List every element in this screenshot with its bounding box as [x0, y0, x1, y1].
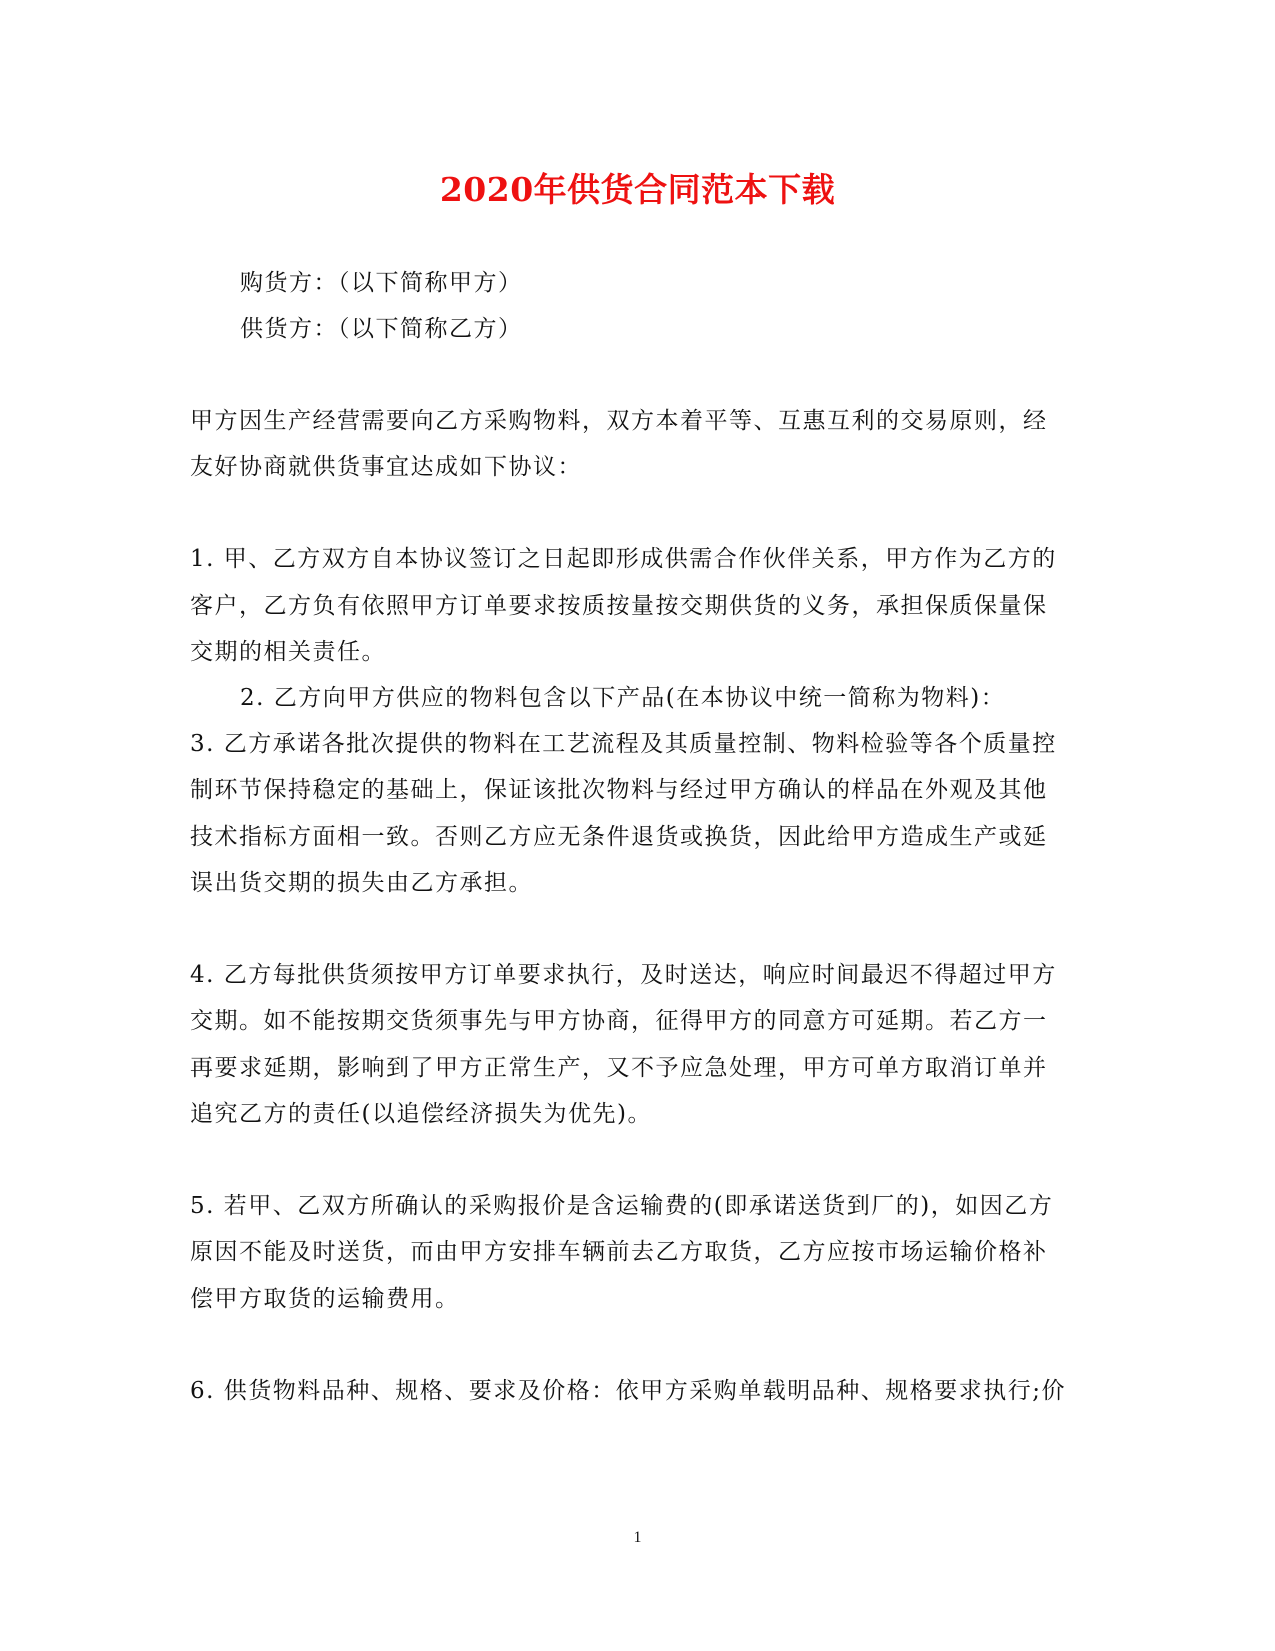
- clause-4-line: 交期。如不能按期交货须事先与甲方协商，征得甲方的同意方可延期。若乙方一: [190, 1008, 1048, 1034]
- clause-2-line: 2. 乙方向甲方供应的物料包含以下产品(在本协议中统一简称为物料)：: [240, 685, 1006, 711]
- supplier-line: 供货方：（以下简称乙方）: [240, 316, 523, 342]
- clause-4-line: 追究乙方的责任(以追偿经济损失为优先)。: [190, 1101, 652, 1127]
- clause-6-line: 6. 供货物料品种、规格、要求及价格：依甲方采购单载明品种、规格要求执行;价: [190, 1378, 1067, 1404]
- clause-3-line: 3. 乙方承诺各批次提供的物料在工艺流程及其质量控制、物料检验等各个质量控: [190, 731, 1057, 757]
- intro-line: 甲方因生产经营需要向乙方采购物料，双方本着平等、互惠互利的交易原则，经: [190, 408, 1048, 434]
- clause-5-line: 偿甲方取货的运输费用。: [190, 1286, 460, 1312]
- intro-line: 友好协商就供货事宜达成如下协议：: [190, 454, 582, 480]
- clause-4-line: 再要求延期，影响到了甲方正常生产，又不予应急处理，甲方可单方取消订单并: [190, 1055, 1048, 1081]
- document-title: 2020年供货合同范本下载: [439, 170, 836, 209]
- clause-3-line: 制环节保持稳定的基础上，保证该批次物料与经过甲方确认的样品在外观及其他: [190, 777, 1048, 803]
- clause-4-line: 4. 乙方每批供货须按甲方订单要求执行，及时送达，响应时间最迟不得超过甲方: [190, 962, 1057, 988]
- clause-1-line: 交期的相关责任。: [190, 639, 386, 665]
- clause-1-line: 客户，乙方负有依照甲方订单要求按质按量按交期供货的义务，承担保质保量保: [190, 593, 1048, 619]
- page-number: 1: [633, 1529, 642, 1546]
- clause-5-line: 原因不能及时送货，而由甲方安排车辆前去乙方取货，乙方应按市场运输价格补: [190, 1239, 1048, 1265]
- clause-3-line: 误出货交期的损失由乙方承担。: [190, 870, 533, 896]
- clause-3-line: 技术指标方面相一致。否则乙方应无条件退货或换货，因此给甲方造成生产或延: [190, 824, 1048, 850]
- buyer-line: 购货方：（以下简称甲方）: [240, 270, 523, 296]
- clause-1-line: 1. 甲、乙方双方自本协议签订之日起即形成供需合作伙伴关系，甲方作为乙方的: [190, 546, 1057, 572]
- clause-5-line: 5. 若甲、乙双方所确认的采购报价是含运输费的(即承诺送货到厂的)，如因乙方: [190, 1193, 1054, 1219]
